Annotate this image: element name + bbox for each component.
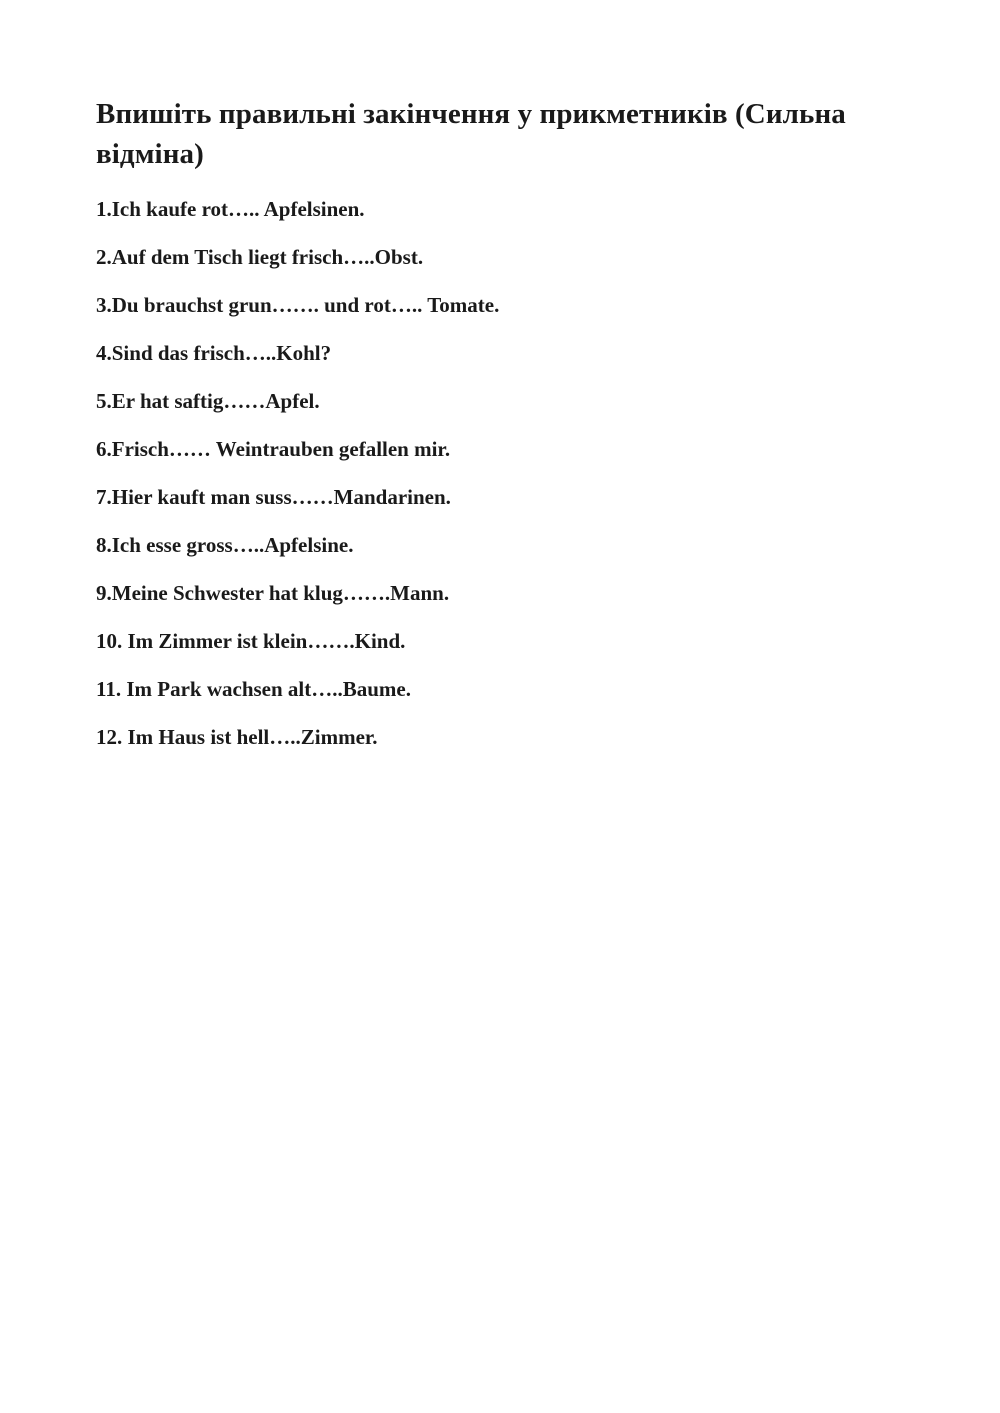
exercise-item: 12. Im Haus ist hell…..Zimmer. bbox=[96, 725, 378, 749]
exercise-item: 10. Im Zimmer ist klein…….Kind. bbox=[96, 629, 406, 653]
exercise-item: 5.Er hat saftig……Apfel. bbox=[96, 389, 320, 413]
exercise-item: 9.Meine Schwester hat klug…….Mann. bbox=[96, 581, 450, 605]
exercise-item: 3.Du brauchst grun……. und rot….. Tomate. bbox=[96, 293, 500, 317]
exercise-item: 8.Ich esse gross…..Apfelsine. bbox=[96, 533, 354, 557]
worksheet-title: Впишіть правильні закінчення у прикметників (Сильна відміна) bbox=[96, 98, 846, 170]
exercise-item: 7.Hier kauft man suss……Mandarinen. bbox=[96, 485, 451, 509]
exercise-item: 11. Im Park wachsen alt…..Baume. bbox=[96, 677, 411, 701]
exercise-list bbox=[96, 196, 916, 772]
exercise-item: 1.Ich kaufe rot….. Apfelsinen. bbox=[96, 197, 365, 221]
worksheet-page bbox=[96, 94, 916, 772]
exercise-item: 4.Sind das frisch…..Kohl? bbox=[96, 341, 332, 365]
exercise-item: 6.Frisch…… Weintrauben gefallen mir. bbox=[96, 437, 451, 461]
exercise-item: 2.Auf dem Tisch liegt frisch…..Obst. bbox=[96, 245, 424, 269]
